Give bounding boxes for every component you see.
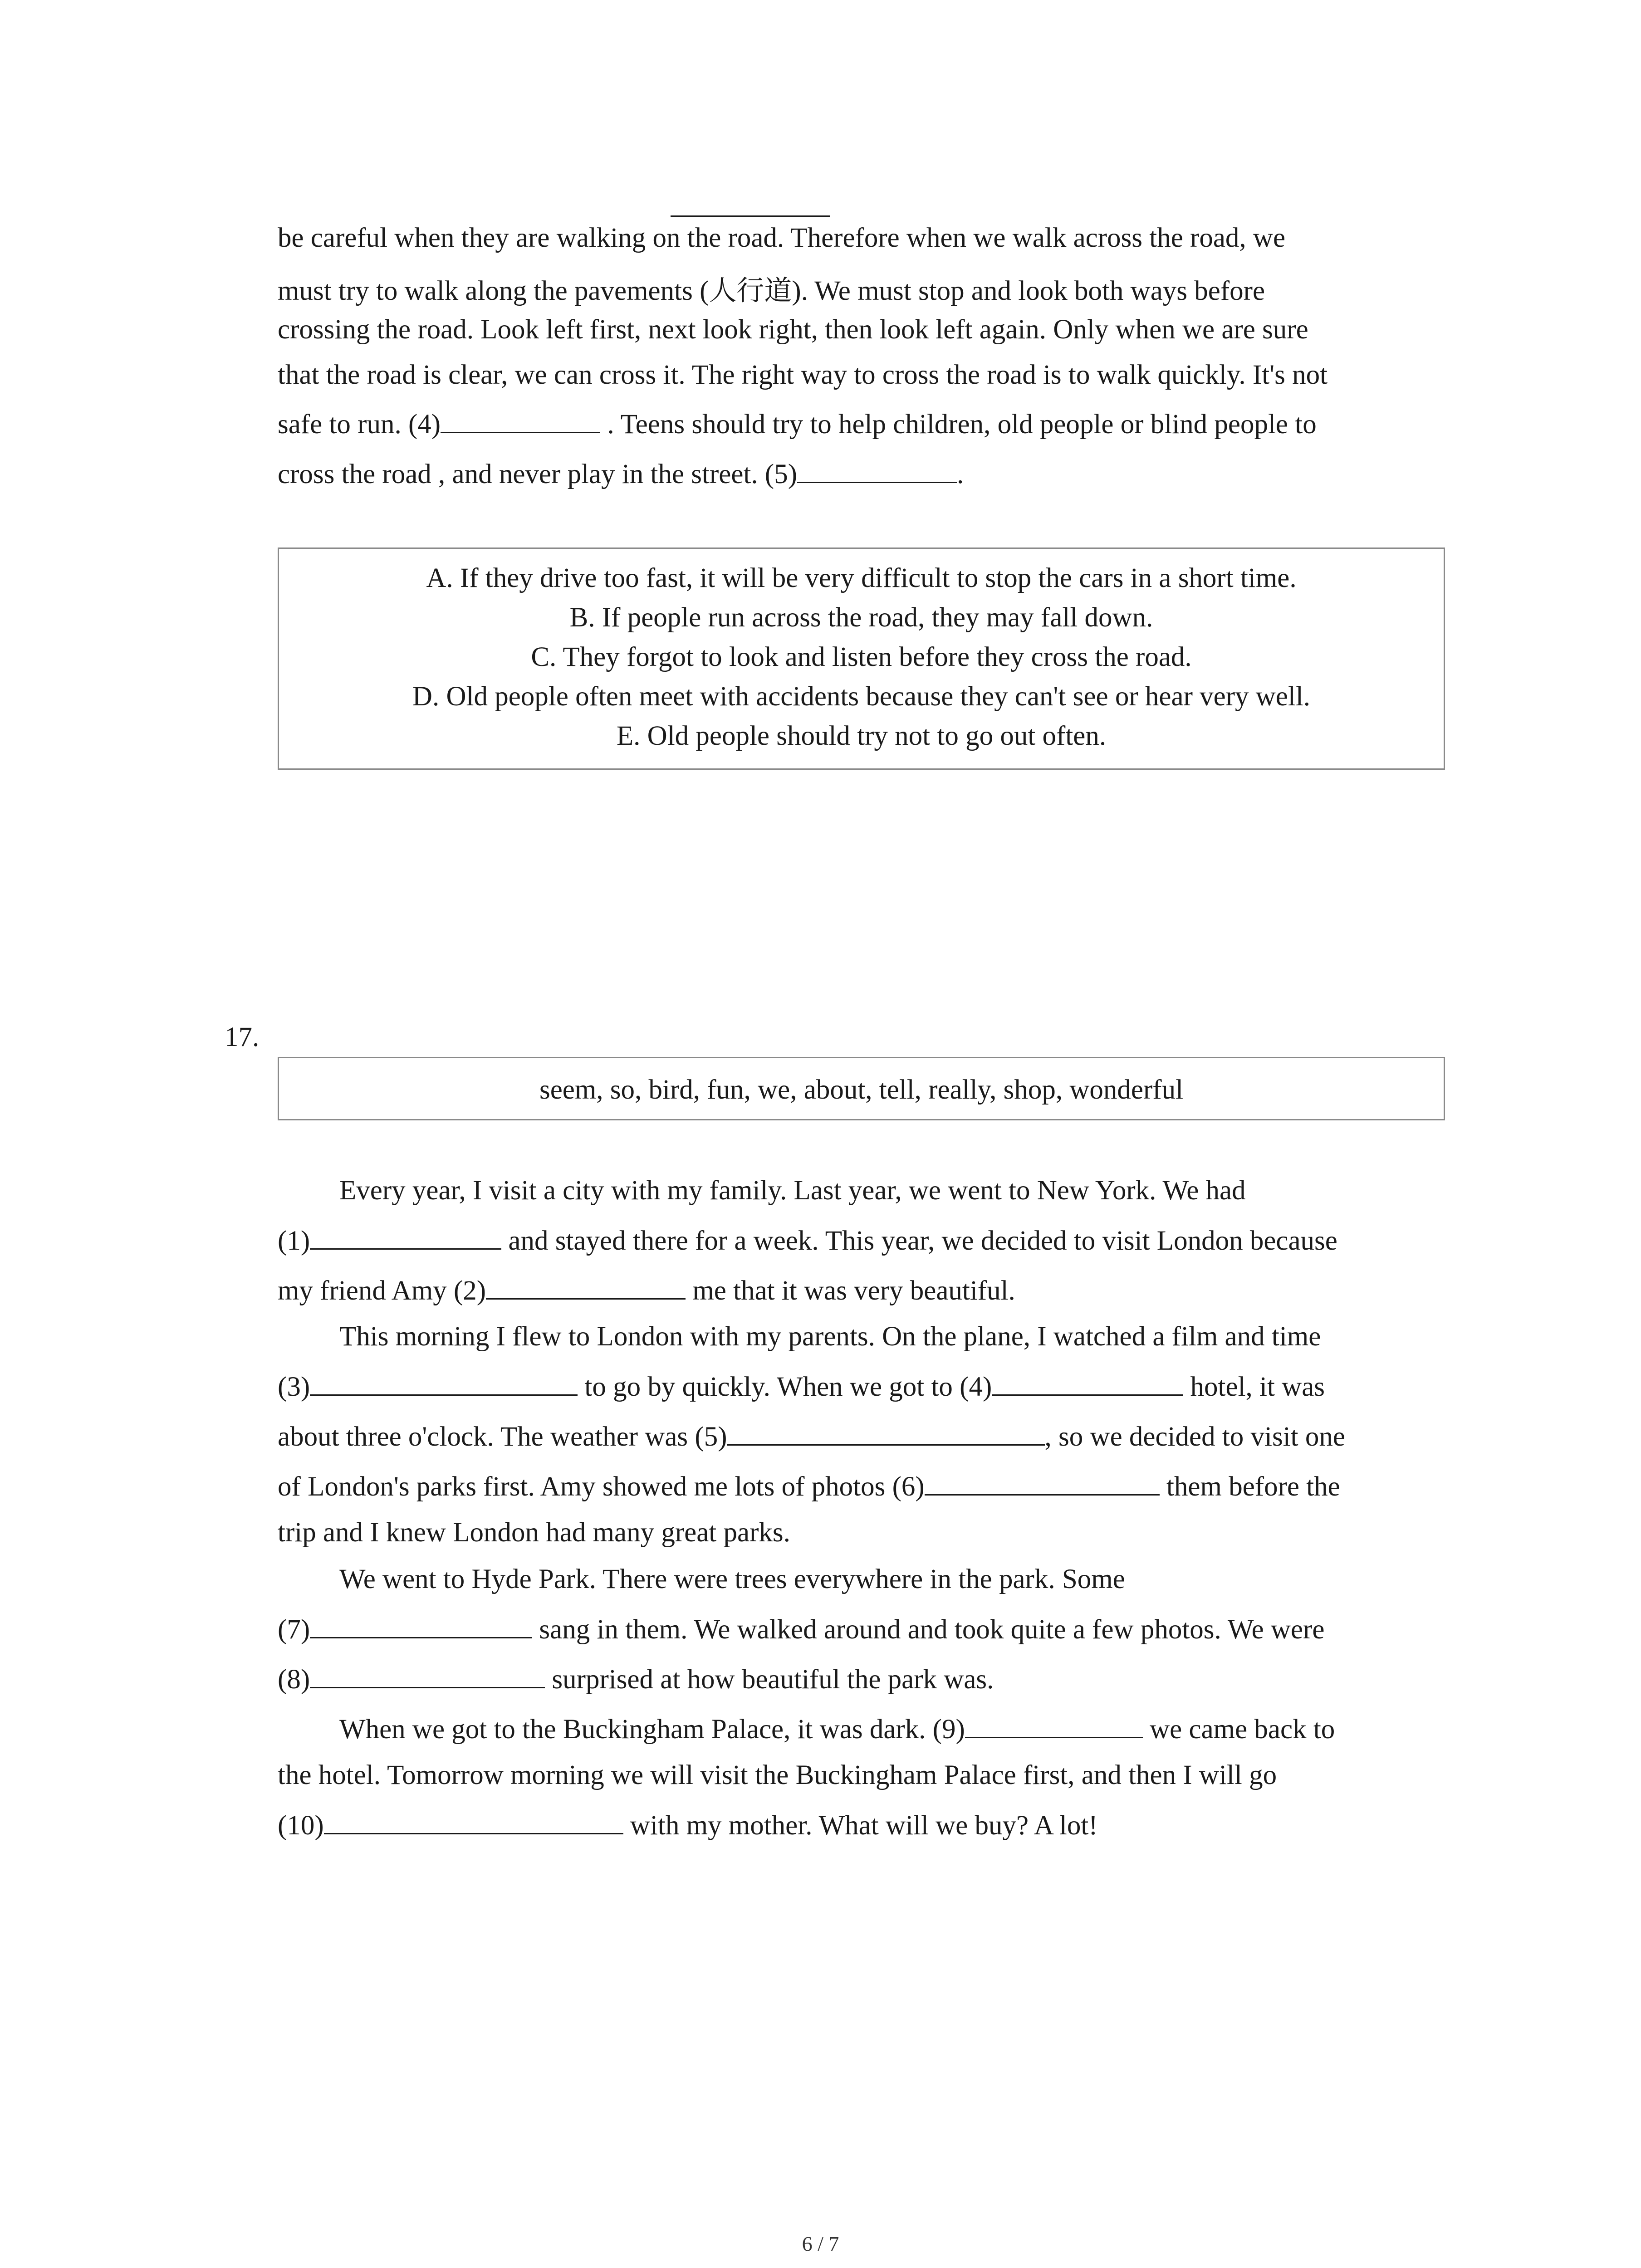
passage-text: we came back to [1142, 1714, 1335, 1745]
word-bank: seem, so, bird, fun, we, about, tell, really, shop, wonderful [539, 1075, 1184, 1105]
passage-text: (10) [278, 1810, 324, 1841]
answer-blank-9[interactable] [965, 1713, 1143, 1738]
passage-text: and stayed there for a week. This year, we decided to visit London because [501, 1226, 1337, 1256]
passage-line [278, 1809, 1098, 1842]
answer-blank-4[interactable] [441, 408, 600, 433]
passage-line: Every year, I visit a city with my family. Last year, we went to New York. We had [339, 1175, 1246, 1206]
answer-blank-4[interactable] [992, 1371, 1183, 1396]
option-e: E. Old people should try not to go out often. [616, 721, 1107, 751]
answer-blank-8[interactable] [310, 1663, 545, 1688]
passage-line [278, 1663, 994, 1696]
question-number: 17. [225, 1022, 260, 1052]
options-box [278, 547, 1445, 770]
passage-line: We went to Hyde Park. There were trees everywhere in the park. Some [339, 1564, 1125, 1594]
passage-text: sang in them. We walked around and took quite a few photos. We were [532, 1614, 1325, 1645]
passage-text: cross the road , and never play in the street. (5) [278, 459, 798, 489]
option-d: D. Old people often meet with accidents because they can't see or hear very well. [412, 681, 1311, 712]
passage-line: the hotel. Tomorrow morning we will visit the Buckingham Palace first, and then I will go [278, 1760, 1277, 1790]
answer-blank-10[interactable] [324, 1809, 623, 1834]
passage-line: be careful when they are walking on the road. Therefore when we walk across the road, we [278, 223, 1286, 253]
passage-line [278, 408, 1317, 440]
passage-line [278, 1371, 1325, 1403]
answer-blank-5[interactable] [797, 458, 957, 483]
passage-text: of London's parks first. Amy showed me lots of photos (6) [278, 1471, 925, 1502]
passage-text: surprised at how beautiful the park was. [545, 1664, 994, 1695]
answer-blank-1[interactable] [310, 1225, 501, 1250]
answer-blank-2[interactable] [486, 1275, 686, 1300]
passage-text: . Teens should try to help children, old people or blind people to [600, 409, 1317, 440]
passage-text: safe to run. (4) [278, 409, 441, 440]
word-bank-box [278, 1057, 1445, 1120]
passage-text: to go by quickly. When we got to (4) [578, 1372, 992, 1402]
passage-line: that the road is clear, we can cross it. The right way to cross the road is to walk quickly. It's not [278, 360, 1328, 390]
passage-line: must try to walk along the pavements (人行道). We must stop and look both ways before [278, 276, 1265, 306]
passage-line [278, 1225, 1337, 1257]
passage-text: about three o'clock. The weather was (5) [278, 1422, 727, 1452]
passage-text: When we got to the Buckingham Palace, it was dark. (9) [339, 1714, 965, 1745]
passage-text: . [957, 459, 964, 489]
passage-text: with my mother. What will we buy? A lot! [623, 1810, 1098, 1841]
answer-blank-3[interactable] [310, 1371, 578, 1396]
option-a: A. If they drive too fast, it will be very difficult to stop the cars in a short time. [426, 563, 1297, 593]
option-c: C. They forgot to look and listen before they cross the road. [531, 642, 1192, 672]
page-number: 6 / 7 [802, 2232, 839, 2255]
passage-line [278, 458, 964, 490]
passage-text: (8) [278, 1664, 310, 1695]
passage-line [278, 1275, 1015, 1307]
answer-blank [671, 215, 830, 217]
answer-blank-6[interactable] [925, 1471, 1160, 1496]
passage-text: (1) [278, 1226, 310, 1256]
passage-text: my friend Amy (2) [278, 1276, 486, 1306]
passage-line [278, 1471, 1340, 1503]
passage-line [339, 1713, 1335, 1745]
passage-text: them before the [1159, 1471, 1340, 1502]
passage-text: , so we decided to visit one [1044, 1422, 1345, 1452]
passage-line: trip and I knew London had many great parks. [278, 1517, 790, 1548]
passage-text: (3) [278, 1372, 310, 1402]
passage-line [278, 1613, 1324, 1646]
passage-line: crossing the road. Look left first, next look right, then look left again. Only when we are sure [278, 314, 1308, 345]
passage-text: hotel, it was [1183, 1372, 1325, 1402]
answer-blank-5[interactable] [727, 1421, 1045, 1446]
passage-line: This morning I flew to London with my parents. On the plane, I watched a film and time [339, 1321, 1321, 1352]
passage-text: me that it was very beautiful. [686, 1276, 1015, 1306]
passage-line [278, 1421, 1345, 1453]
passage-text: (7) [278, 1614, 310, 1645]
answer-blank-7[interactable] [310, 1613, 532, 1638]
option-b: B. If people run across the road, they may fall down. [569, 602, 1153, 633]
